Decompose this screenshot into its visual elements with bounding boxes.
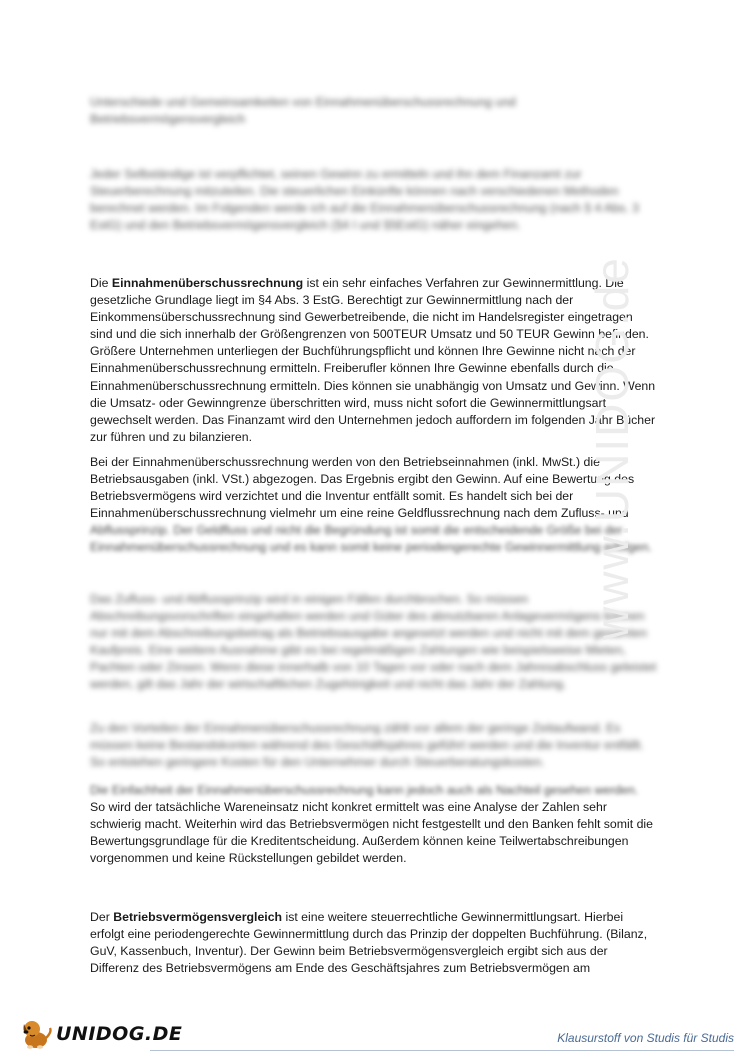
p6-text: ist eine weitere steuerrechtliche Gewinnermittlungsart. Hierbei erfolgt eine periodengerechte Gewinnermittlung durch das Prinzip der doppelten Buchführung. (Bilanz, GuV, Kassenbuch, Inventur). Der Gewinn beim Betriebsvermögensvergleich ergibt sich aus der Differenz des Betriebsvermögens am Ende des Geschäftsjahres zum Betriebsvermögen am (90, 910, 648, 976)
paragraph-betriebsvermoegensvergleich (90, 909, 658, 977)
paragraph-eur-definition (90, 275, 658, 446)
paragraph-exceptions-blurred: Das Zufluss- und Abflussprinzip wird in einigen Fällen durchbrochen. So müssen Abschreibungsvorschriften eingehalten werden und Güter des abnutzbaren Anlagevermögens können nur mit dem Abschreibungsbetrag als Betriebsausgabe angesetzt werden und nicht mit dem gesamten Kaufpreis. Eine weitere Ausnahme gibt es bei regelmäßigen Zahlungen wie beispielsweise Mieten, Pachten oder Zinsen. Wenn diese innerhalb von 10 Tagen vor oder nach dem Jahresabschluss geleistet werden, gilt das Jahr der wirtschaftlichen Zugehörigkeit und nicht das Jahr der Zahlung. (90, 592, 657, 692)
document-title-blurred: Unterschiede und Gemeinsamkeiten von Einnahmenüberschussrechnung und Betriebsvermögensvergleich (90, 95, 516, 127)
paragraph-advantages-blurred: Zu den Vorteilen der Einnahmenüberschussrechnung zählt vor allem der geringe Zeitaufwand. Es müssen keine Bestandskonten während des Geschäftsjahres geführt werden und die Inventur entfällt. So entstehen geringere Kosten für den Unternehmer durch Steuerberatungskosten. (90, 721, 644, 770)
term-einnahmenueberschussrechnung: Einnahmenüberschussrechnung (111, 276, 304, 290)
paragraph-eur-method: Bei der Einnahmenüberschussrechnung werden von den Betriebseinnahmen (inkl. MwSt.) die Betriebsausgaben (inkl. VSt.) abgezogen. Das Ergebnis ergibt den Gewinn. Auf eine Bewertung des Betriebsvermögens wird verzichtet und die Inventur entfällt somit. Es handelt sich bei der Einnahmenüberschussrechnung vielmehr um eine reine Geldflussrechnung nach dem Zufluss- und (90, 455, 635, 521)
unidog-watermark: www.UNIDOG.de (586, 256, 638, 640)
footer-tagline: Klausurstoff von Studis für Studis (557, 1031, 734, 1045)
paragraph-disadvantages-blurred: Die Einfachheit der Einnahmenüberschussrechnung kann jedoch auch als Nachteil gesehen werden. (90, 783, 639, 797)
p1-text: ist ein sehr einfaches Verfahren zur Gewinnermittlung. Die gesetzliche Grundlage liegt im §4 Abs. 3 EstG. Berechtigt zur Gewinnermittlung nach der Einkommensüberschussrechnung sind Gewerbetreibende, die nicht im Handelsregister eingetragen sind und die sich innerhalb der Größengrenzen von 500TEUR Umsatz und 50 TEUR Gewinn befinden. Größere Unternehmen unterliegen der Buchführungspflicht und können Ihre Gewinne nicht nach der Einnahmenüberschussrechnung ermitteln. Freiberufler können Ihre Gewinne ebenfalls durch die Einnahmenüberschussrechnung ermitteln. Dies können sie unabhängig von Umsatz und Gewinn. Wenn die Umsatz- oder Gewinngrenze überschritten wird, muss nicht sofort die Gewinnermittlungsart gewechselt werden. Das Finanzamt wird den Unternehmen jedoch auffordern im folgenden Jahr Bücher zur führen und zu bilanzieren. (90, 276, 656, 444)
dog-mascot-icon (18, 1016, 54, 1052)
intro-paragraph-blurred: Jeder Selbständige ist verpflichtet, seinen Gewinn zu ermitteln und ihn dem Finanzamt zur Steuerberechnung mitzuteilen. Die steuerlichen Einkünfte können nach verschiedenen Methoden berechnet werden. Im Folgenden werde ich auf die Einnahmenüberschussrechnung (nach § 4 Abs. 3 EstG) und den Betriebsvermögensvergleich (§4 I und §5EstG) näher eingehen. (90, 167, 639, 233)
p1-intro: Die (90, 276, 112, 290)
footer-divider (150, 1050, 734, 1051)
term-betriebsvermoegensvergleich: Betriebsvermögensvergleich (113, 910, 283, 924)
p6-intro: Der (90, 910, 114, 924)
paragraph-disadvantages: So wird der tatsächliche Wareneinsatz nicht konkret ermittelt was eine Analyse der Zahlen sehr schwierig macht. Weiterhin wird das Betriebsvermögen nicht festgestellt und den Banken fehlt somit die Bewertungsgrundlage für die Kreditentscheidung. Außerdem können keine Teilwertabschreibungen vorgenommen und keine Rückstellungen gebildet werden. (90, 800, 653, 866)
logo-text: UNIDOG.DE (56, 1023, 183, 1045)
paragraph-eur-method-blurred: Abflussprinzip. Der Geldfluss und nicht die Begründung ist somit die entscheidende Größe bei der Einnahmenüberschussrechnung und es kann somit keine periodengerechte Gewinnermittlung erfolgen. (90, 523, 652, 555)
unidog-logo[interactable] (18, 1014, 182, 1054)
